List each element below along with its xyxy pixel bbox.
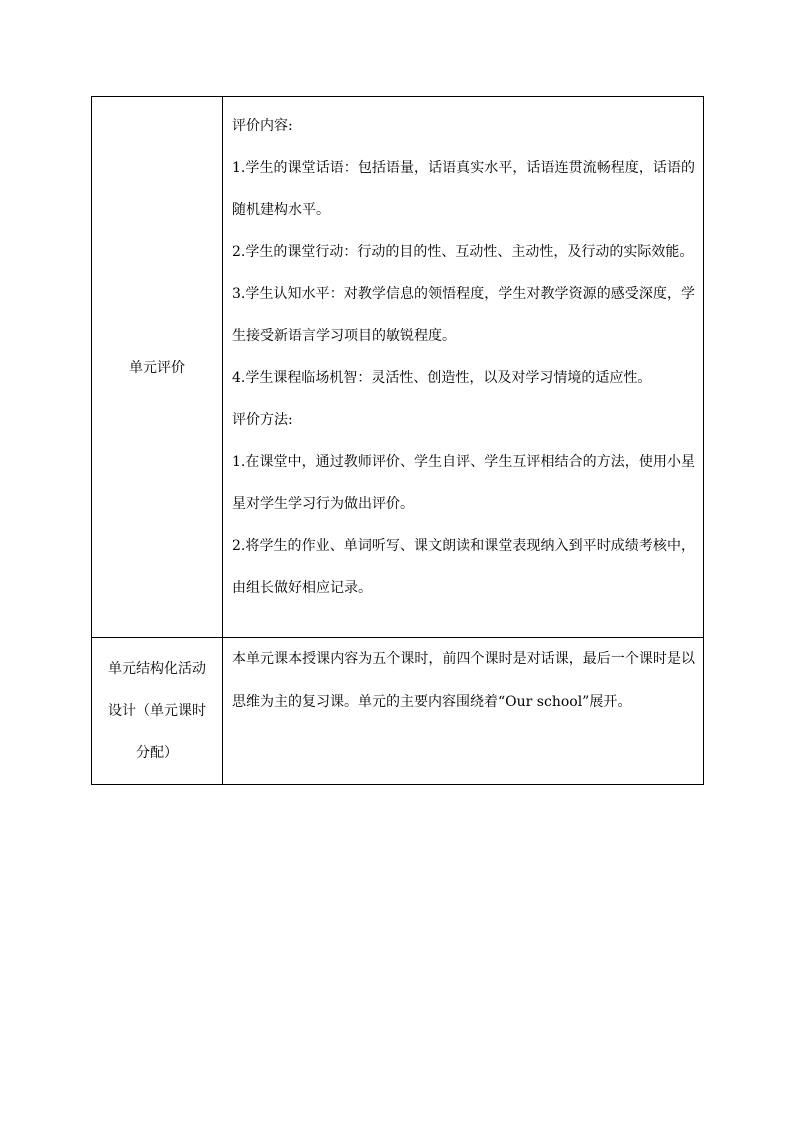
structure-content: 本单元课本授课内容为五个课时，前四个课时是对话课，最后一个课时是以思维为主的复习课。单元的主要内容围绕着“Our school”展开。	[232, 651, 695, 710]
evaluation-content-heading: 评价内容:	[232, 118, 293, 134]
evaluation-label-cell	[92, 97, 223, 638]
structure-label-line-2: 设计（单元课时	[108, 703, 206, 719]
structure-label-line-3: 分配）	[136, 745, 178, 761]
evaluation-item-1: 1.学生的课堂话语：包括语量，话语真实水平，话语连贯流畅程度，话语的随机建构水平。	[232, 160, 695, 218]
evaluation-method-1: 1.在课堂中，通过教师评价、学生自评、学生互评相结合的方法，使用小星星对学生学习行为做出评价。	[232, 454, 695, 512]
evaluation-item-2: 2.学生的课堂行动：行动的目的性、互动性、主动性，及行动的实际效能。	[232, 244, 694, 260]
structure-row	[92, 638, 704, 785]
evaluation-content-cell	[223, 97, 704, 638]
evaluation-item-3: 3.学生认知水平：对教学信息的领悟程度，学生对教学资源的感受深度，学生接受新语言学习项目的敏锐程度。	[232, 286, 695, 344]
structure-label-cell	[92, 638, 223, 785]
structure-content-cell	[223, 638, 704, 785]
evaluation-row	[92, 97, 704, 638]
unit-plan-table	[91, 96, 704, 785]
evaluation-method-2: 2.将学生的作业、单词听写、课文朗读和课堂表现纳入到平时成绩考核中，由组长做好相应记录。	[232, 538, 695, 596]
structure-label-line-1: 单元结构化活动	[108, 661, 206, 677]
evaluation-item-4: 4.学生课程临场机智：灵活性、创造性，以及对学习情境的适应性。	[232, 370, 652, 386]
evaluation-method-heading: 评价方法:	[232, 412, 293, 428]
evaluation-label: 单元评价	[129, 360, 185, 376]
